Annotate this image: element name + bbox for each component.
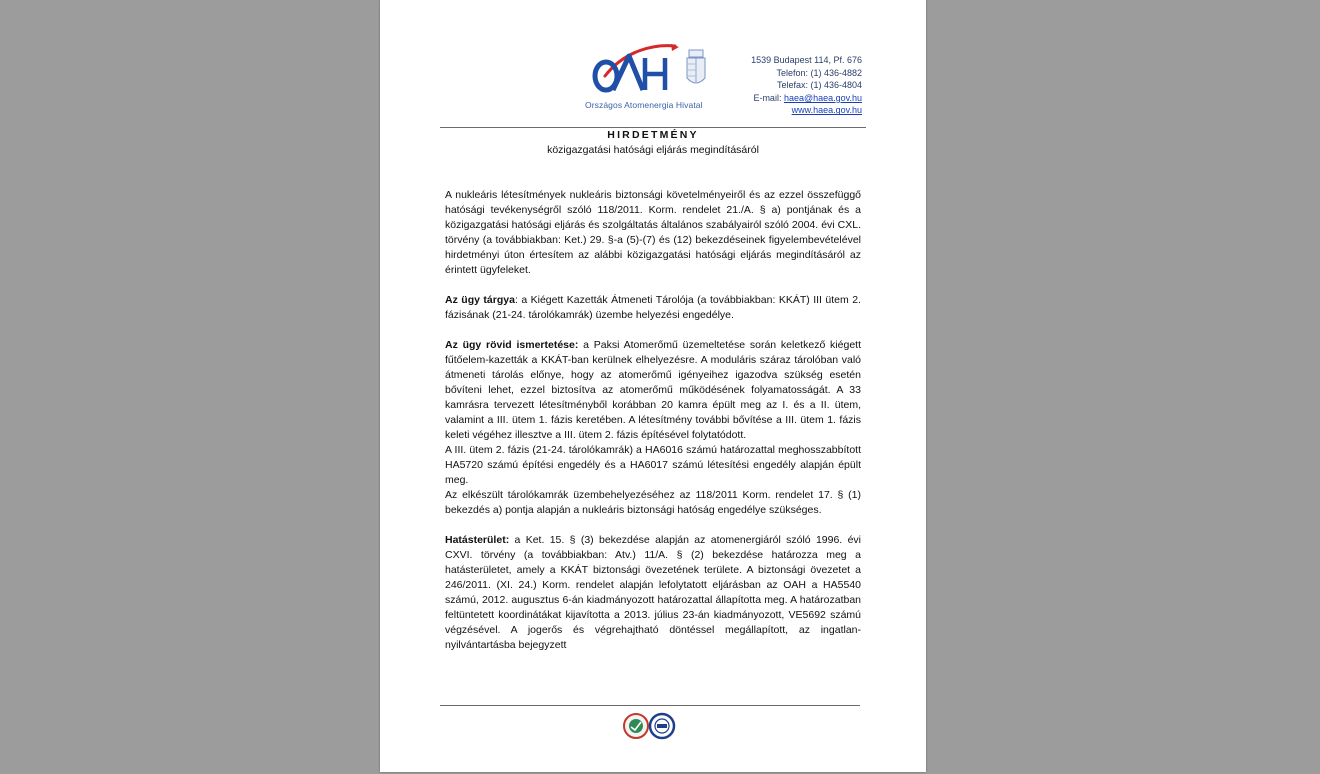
summary-label: Az ügy rövid ismertetése: <box>445 339 579 351</box>
document-subtitle: közigazgatási hatósági eljárás megindításáról <box>547 144 759 156</box>
certification-seals <box>622 712 682 752</box>
contact-block <box>692 54 862 117</box>
contact-email-row <box>692 92 862 105</box>
document-body <box>445 188 861 653</box>
document-title: HIRDETMÉNY <box>607 129 699 141</box>
scope-paragraph <box>445 533 861 653</box>
scope-label: Hatásterület: <box>445 534 510 546</box>
contact-web-link[interactable]: www.haea.gov.hu <box>791 105 862 116</box>
subject-paragraph <box>445 293 861 323</box>
summary-paragraph-2: A III. ütem 2. fázis (21-24. tárolókamrák) a HA6016 számú határozattal meghosszabbított HA5720 számú építési engedély és a HA6017 számú létesítési engedély alapján épült meg. <box>445 444 861 486</box>
logo-caption: Országos Atomenergia Hivatal <box>585 100 703 110</box>
certification-seal-icon <box>622 712 682 742</box>
summary-paragraph <box>445 338 861 443</box>
contact-phone: Telefon: (1) 436-4882 <box>776 67 862 78</box>
contact-fax: Telefax: (1) 436-4804 <box>776 80 862 91</box>
header-divider <box>440 127 866 128</box>
intro-paragraph: A nukleáris létesítmények nukleáris biztonsági követelményeiről és az ezzel összefüggő hatósági tevékenységről szóló 118/2011. Korm. rendelet 21./A. § a) pontjának és a közigazgatási hatósági eljárás és szolgáltatás általános szabályairól szóló 2004. évi CXL. törvény (a továbbiakban: Ket.) 29. §-a (5)-(7) és (12) bekezdéseinek figyelembevételével hirdetményi úton értesítem az alábbi közigazgatási hatósági eljárás megindításáról az érintett ügyfeleket. <box>445 189 861 276</box>
contact-email-label: E-mail: <box>753 92 784 103</box>
subject-text: : a Kiégett Kazetták Átmeneti Tárolója (a továbbiakban: KKÁT) III ütem 2. fázisának (21-24. tárolókamrák) üzembe helyezési engedélye. <box>445 294 861 321</box>
summary-paragraph-3: Az elkészült tárolókamrák üzembehelyezéséhez az 118/2011 Korm. rendelet 17. § (1) bekezdés a) pontja alapján a nukleáris biztonsági hatóság engedélye szükséges. <box>445 489 861 516</box>
subject-label: Az ügy tárgya <box>445 294 515 306</box>
document-page <box>380 0 926 772</box>
summary-text: a Paksi Atomerőmű üzemeltetése során keletkező kiégett fűtőelem-kazetták a KKÁT-ban kerülnek elhelyezésre. A moduláris száraz tárolóban való átmeneti tárolás előnye, hogy az atomerőmű igényeihez igazodva szükség esetén bővíteni lehet, ezzel biztosítva az atomerőmű működésének folyamatosságát. A 33 kamrásra tervezett létesítményből korábban 20 kamra épült meg az I. és a II. ütem, valamint a III. ütem 1. fázis keretében. A létesítmény további bővítése a III. ütem 1. fázis keleti végéhez illesztve a III. ütem 2. fázis építésével folytatódott. <box>445 339 861 441</box>
scope-text: a Ket. 15. § (3) bekezdése alapján az atomenergiáról szóló 1996. évi CXVI. törvény (a továbbiakban: Atv.) 11/A. § (2) bekezdése határozza meg a hatásterületet, amely a KKÁT biztonsági övezetének területe. A biztonsági övezetet a 246/2011. (XI. 24.) Korm. rendelet alapján lefolytatott eljárásban az OAH a HA5540 számú, 2012. augusztus 6-án kiadmányozott határozattal állapította meg. A határozatban feltüntetett koordinátákat kijavította a 2013. július 23-án kiadmányozott, VE5692 számú végzésével. A jogerős és végrehajtható döntéssel megállapított, az ingatlan-nyilvántartásba bejegyzett <box>445 534 861 651</box>
contact-email-link[interactable]: haea@haea.gov.hu <box>783 92 862 103</box>
footer-divider <box>440 705 860 706</box>
contact-address: 1539 Budapest 114, Pf. 676 <box>751 55 862 65</box>
